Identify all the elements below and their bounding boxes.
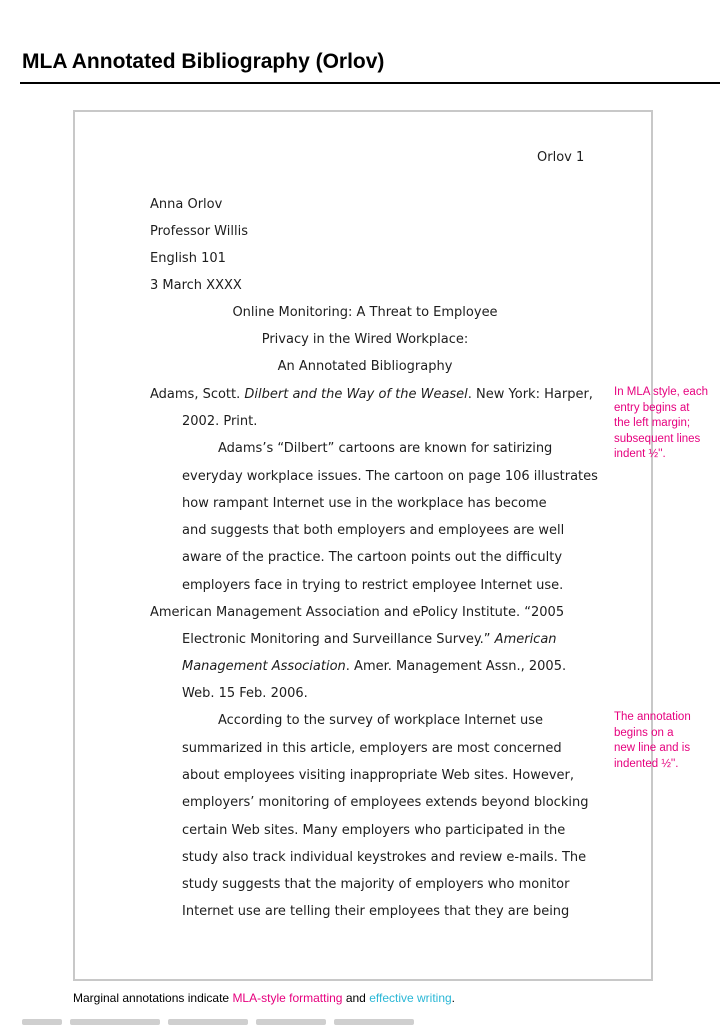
title-rule: [20, 82, 720, 84]
entry2-annotation-line: summarized in this article, employers are most concerned: [182, 741, 562, 756]
figure-caption: [73, 991, 455, 1005]
entry2-annotation-line: study suggests that the majority of employers who monitor: [182, 877, 570, 892]
margin-note-line: indent ½''.: [614, 448, 666, 460]
entry2-annotation-line: Internet use are telling their employees that they are being: [182, 904, 570, 919]
margin-note-line: begins on a: [614, 726, 674, 739]
entry2-source-title: American: [494, 632, 557, 647]
caption-effective-writing: effective writing: [369, 991, 452, 1005]
entry1-citation-line: 2002. Print.: [182, 414, 258, 429]
heading-date: 3 March XXXX: [150, 278, 242, 293]
entry2-survey-title: Electronic Monitoring and Surveillance Survey.”: [182, 632, 495, 647]
margin-note-line: The annotation: [614, 711, 691, 723]
entry1-annotation-line: aware of the practice. The cartoon points out the difficulty: [182, 550, 563, 565]
margin-note-line: the left margin;: [614, 417, 691, 429]
caption-middle: and: [342, 991, 370, 1005]
entry2-annotation-line: about employees visiting inappropriate Web sites. However,: [182, 768, 574, 783]
entry1-author: Adams, Scott.: [150, 387, 245, 402]
margin-note-hanging-indent: [614, 385, 716, 463]
heading-professor: Professor Willis: [150, 224, 248, 239]
entry2-annotation-line: employers’ monitoring of employees extends beyond blocking: [182, 795, 589, 810]
entry1-annotation-line: and suggests that both employers and employees are well: [182, 523, 565, 538]
caption-prefix: Marginal annotations indicate: [73, 991, 233, 1005]
page-title: MLA Annotated Bibliography (Orlov): [22, 50, 385, 73]
margin-note-line: entry begins at: [614, 401, 690, 414]
running-head: Orlov 1: [537, 150, 585, 165]
entry2-citation-line: [182, 632, 557, 648]
caption-suffix: .: [451, 991, 456, 1005]
entry2-source-title-cont: Management Association: [182, 659, 346, 674]
entry2-citation-line: [182, 659, 566, 675]
entry1-annotation-line: how rampant Internet use in the workplace has become: [182, 496, 547, 511]
entry2-annotation-line: study also track individual keystrokes and review e-mails. The: [182, 850, 587, 865]
paper-page: [73, 110, 653, 981]
entry1-annotation-line: employers face in trying to restrict employee Internet use.: [182, 578, 564, 593]
caption-mla-formatting: MLA-style formatting: [232, 991, 343, 1005]
entry1-citation-line: [150, 387, 593, 403]
paper-title-line: Privacy in the Wired Workplace:: [261, 332, 469, 347]
paper-title-line: An Annotated Bibliography: [277, 359, 453, 374]
entry1-publisher: . New York: Harper,: [467, 387, 593, 402]
entry2-annotation-line: certain Web sites. Many employers who participated in the: [182, 823, 566, 838]
margin-note-line: new line and is: [614, 742, 691, 754]
margin-note-line: indented ½''.: [614, 757, 679, 770]
cut-off-source-line: [22, 1017, 422, 1027]
margin-note-annotation-indent: [614, 710, 716, 772]
heading-name: Anna Orlov: [150, 197, 223, 212]
entry2-citation-line: Web. 15 Feb. 2006.: [182, 686, 308, 701]
paper-title-line: Online Monitoring: A Threat to Employee: [232, 305, 498, 320]
entry2-publisher: . Amer. Management Assn., 2005.: [345, 659, 567, 674]
entry2-annotation-line: According to the survey of workplace Internet use: [218, 713, 544, 728]
entry2-citation-line: American Management Association and ePolicy Institute. “2005: [150, 605, 565, 620]
margin-note-line: subsequent lines: [614, 432, 701, 445]
entry1-book-title: Dilbert and the Way of the Weasel: [244, 387, 468, 402]
entry1-annotation-line: everyday workplace issues. The cartoon on page 106 illustrates: [182, 469, 598, 484]
entry1-annotation-line: Adams’s “Dilbert” cartoons are known for satirizing: [218, 441, 553, 456]
heading-course: English 101: [150, 251, 226, 266]
margin-note-line: In MLA style, each: [614, 386, 708, 398]
